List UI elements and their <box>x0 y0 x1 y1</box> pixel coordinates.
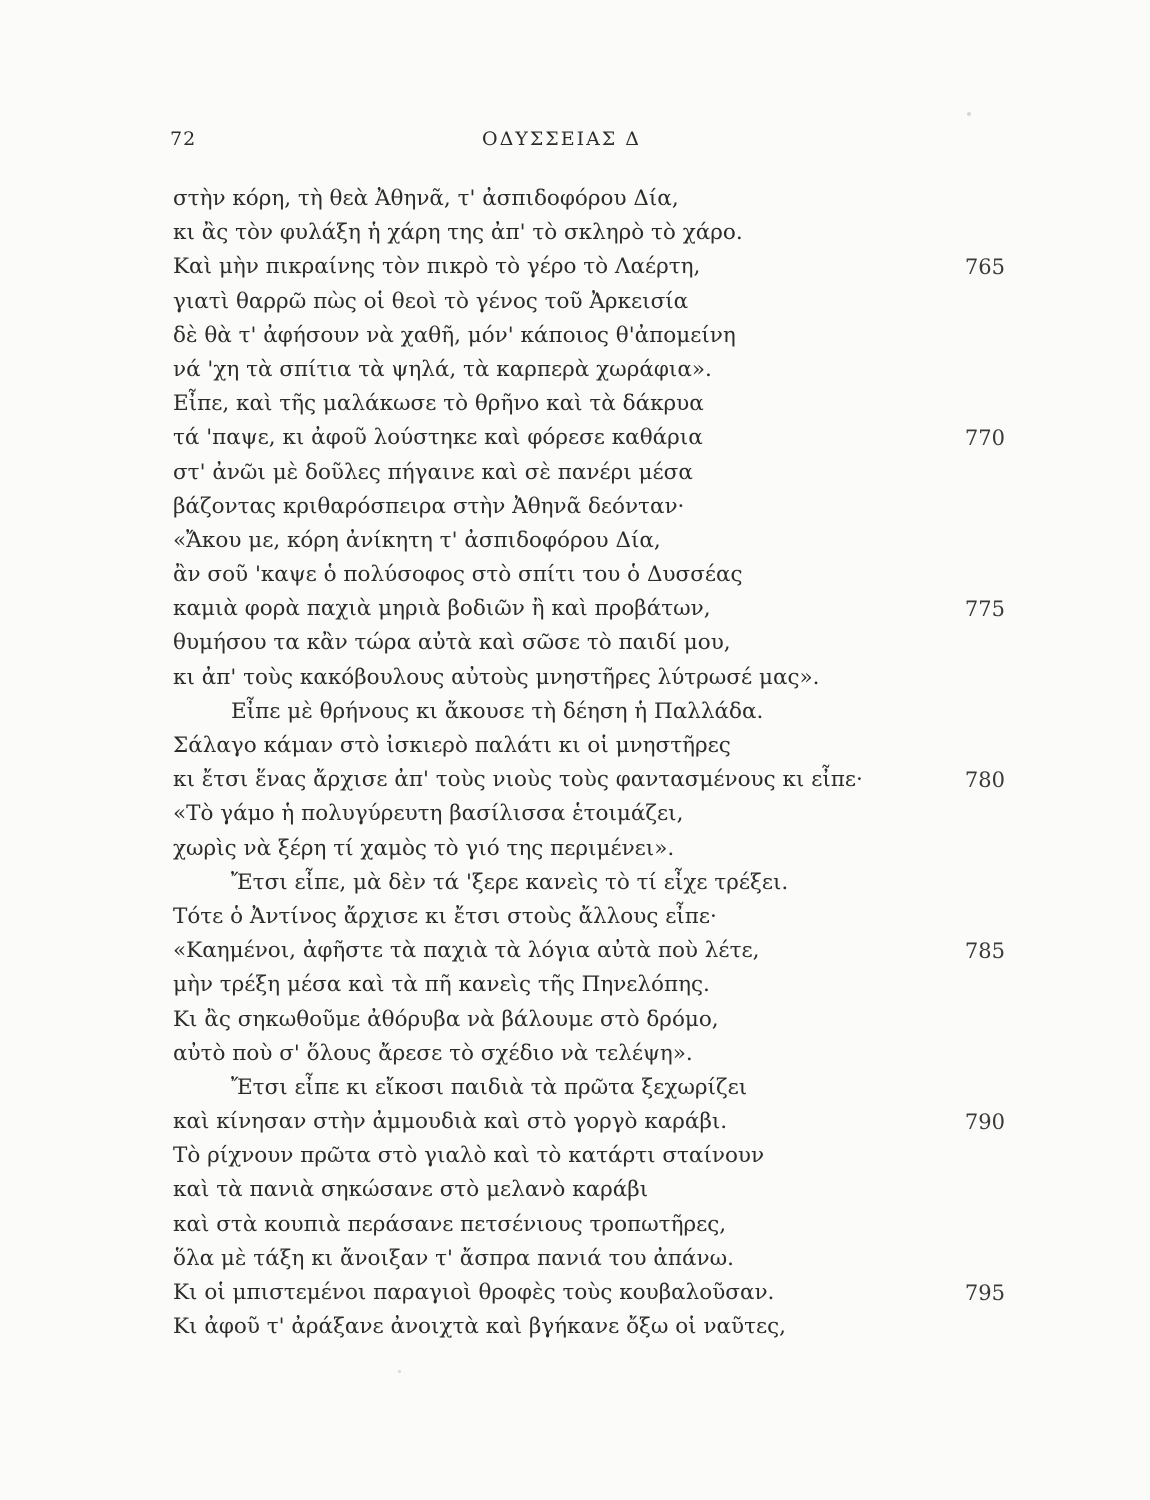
verse-line <box>173 832 1005 866</box>
line-number: 765 <box>964 255 1005 280</box>
verse-text: Εἶπε, καὶ τῆς μαλάκωσε τὸ θρῆνο καὶ τὰ δάκρυα <box>173 391 704 417</box>
paper-speck <box>967 112 971 116</box>
verse-line <box>173 1139 1005 1173</box>
verse-line <box>173 285 1005 319</box>
verse-line <box>173 250 1005 284</box>
verse-line <box>173 1242 1005 1276</box>
verse-line <box>173 558 1005 592</box>
verse-text: στ' ἀνῶι μὲ δοῦλες πήγαινε καὶ σὲ πανέρι μέσα <box>173 459 693 485</box>
verse-text: κι ἂς τὸν φυλάξη ἡ χάρη της ἀπ' τὸ σκληρὸ τὸ χάρο. <box>173 220 743 246</box>
verse-line <box>173 1037 1005 1071</box>
line-number: 770 <box>964 426 1005 451</box>
verse-line <box>173 456 1005 490</box>
verse-text: στὴν κόρη, τὴ θεὰ Ἀθηνᾶ, τ' ἀσπιδοφόρου Δία, <box>173 186 679 211</box>
verse-line <box>173 1276 1005 1310</box>
verse-line <box>173 866 1005 900</box>
verse-text: καὶ κίνησαν στὴν ἀμμουδιὰ καὶ στὸ γοργὸ καράβι. <box>173 1109 728 1135</box>
verse-text: νά 'χη τὰ σπίτια τὰ ψηλά, τὰ καρπερὰ χωράφια». <box>173 356 712 382</box>
verse-text: Τὸ ρίχνουν πρῶτα στὸ γιαλὸ καὶ τὸ κατάρτι σταίνουν <box>173 1143 765 1169</box>
verse-line <box>173 1173 1005 1207</box>
verse-line <box>173 1071 1005 1105</box>
verse-text: Κι ἂς σηκωθοῦμε ἀθόρυβα νὰ βάλουμε στὸ δρόμο, <box>173 1006 719 1032</box>
verse-block <box>173 182 1005 1344</box>
verse-text: καὶ τὰ πανιὰ σηκώσανε στὸ μελανὸ καράβι <box>173 1177 649 1203</box>
line-number: 790 <box>964 1110 1005 1135</box>
verse-line <box>173 319 1005 353</box>
verse-text: βάζοντας κριθαρόσπειρα στὴν Ἀθηνᾶ δεόνταν· <box>173 493 685 519</box>
verse-line <box>173 1003 1005 1037</box>
verse-text: τά 'παψε, κι ἀφοῦ λούστηκε καὶ φόρεσε καθάρια <box>173 425 703 451</box>
verse-text: δὲ θὰ τ' ἀφήσουν νὰ χαθῆ, μόν' κάποιος θ'ἀπομείνη <box>173 322 736 348</box>
verse-line <box>173 1105 1005 1139</box>
verse-line <box>173 900 1005 934</box>
verse-text: κι ἀπ' τοὺς κακόβουλους αὐτοὺς μνηστῆρες λύτρωσέ μας». <box>173 664 820 690</box>
verse-text: «Καημένοι, ἀφῆστε τὰ παχιὰ τὰ λόγια αὐτὰ ποὺ λέτε, <box>173 938 760 964</box>
page-number: 72 <box>170 128 197 150</box>
verse-text: ὅλα μὲ τάξη κι ἄνοιξαν τ' ἄσπρα πανιά του ἀπάνω. <box>173 1245 734 1271</box>
verse-text: Τότε ὁ Ἀντίνος ἄρχισε κι ἔτσι στοὺς ἄλλους εἶπε· <box>173 903 717 929</box>
verse-text: θυμήσου τα κἂν τώρα αὐτὰ καὶ σῶσε τὸ παιδί μου, <box>173 630 731 656</box>
verse-text: «Ἄκου με, κόρη ἀνίκητη τ' ἀσπιδοφόρου Δία, <box>173 527 661 553</box>
verse-text: καμιὰ φορὰ παχιὰ μηριὰ βοδιῶν ἢ καὶ προβάτων, <box>173 596 711 622</box>
verse-line <box>173 524 1005 558</box>
verse-text: κι ἔτσι ἕνας ἄρχισε ἀπ' τοὺς νιοὺς τοὺς φαντασμένους κι εἶπε· <box>173 767 863 793</box>
verse-text: χωρὶς νὰ ξέρη τί χαμὸς τὸ γιό της περιμένει». <box>173 835 675 861</box>
verse-text: Καὶ μὴν πικραίνης τὸν πικρὸ τὸ γέρο τὸ Λαέρτη, <box>173 254 701 280</box>
page-header <box>170 128 1000 158</box>
verse-line <box>173 490 1005 524</box>
verse-text: Σάλαγο κάμαν στὸ ἰσκιερὸ παλάτι κι οἱ μνηστῆρες <box>173 733 731 758</box>
verse-text: «Τὸ γάμο ἡ πολυγύρευτη βασίλισσα ἑτοιμάζει, <box>173 801 684 827</box>
verse-line <box>173 763 1005 797</box>
verse-line <box>173 421 1005 455</box>
verse-line <box>173 182 1005 216</box>
verse-line <box>173 216 1005 250</box>
verse-text: αὐτὸ ποὺ σ' ὅλους ἄρεσε τὸ σχέδιο νὰ τελέψη». <box>173 1040 693 1066</box>
verse-text: μὴν τρέξη μέσα καὶ τὰ πῆ κανεὶς τῆς Πηνελόπης. <box>173 972 710 998</box>
verse-text: Εἶπε μὲ θρήνους κι ἄκουσε τὴ δέηση ἡ Παλλάδα. <box>231 698 764 724</box>
verse-text: καὶ στὰ κουπιὰ περάσανε πετσένιους τροπωτῆρες, <box>173 1211 727 1237</box>
verse-line <box>173 797 1005 831</box>
verse-text: Κι οἱ μπιστεμένοι παραγιοὶ θροφὲς τοὺς κουβαλοῦσαν. <box>173 1280 775 1305</box>
verse-line <box>173 353 1005 387</box>
line-number: 780 <box>964 768 1005 793</box>
verse-text: γιατὶ θαρρῶ πὼς οἱ θεοὶ τὸ γένος τοῦ Ἀρκεισία <box>173 288 689 314</box>
verse-line <box>173 695 1005 729</box>
verse-line <box>173 592 1005 626</box>
verse-line <box>173 661 1005 695</box>
verse-line <box>173 1208 1005 1242</box>
line-number: 795 <box>964 1281 1005 1305</box>
verse-line <box>173 626 1005 660</box>
line-number: 785 <box>964 939 1005 964</box>
verse-text: ἂν σοῦ 'καψε ὁ πολύσοφος στὸ σπίτι του ὁ Δυσσέας <box>173 562 743 588</box>
verse-line <box>173 387 1005 421</box>
running-title: ΟΔΥΣΣΕΙΑΣ Δ <box>482 128 641 150</box>
verse-text: Κι ἀφοῦ τ' ἀράξανε ἀνοιχτὰ καὶ βγήκανε ὄξω οἱ ναῦτες, <box>173 1314 787 1340</box>
verse-text: Ἔτσι εἶπε κι εἴκοσι παιδιὰ τὰ πρῶτα ξεχωρίζει <box>231 1074 748 1100</box>
verse-line <box>173 968 1005 1002</box>
paper-speck <box>398 1370 401 1373</box>
verse-line <box>173 934 1005 968</box>
line-number: 775 <box>964 597 1005 622</box>
verse-line <box>173 1310 1005 1344</box>
verse-text: Ἔτσι εἶπε, μὰ δὲν τά 'ξερε κανεὶς τὸ τί εἶχε τρέξει. <box>231 869 789 895</box>
verse-line <box>173 729 1005 763</box>
